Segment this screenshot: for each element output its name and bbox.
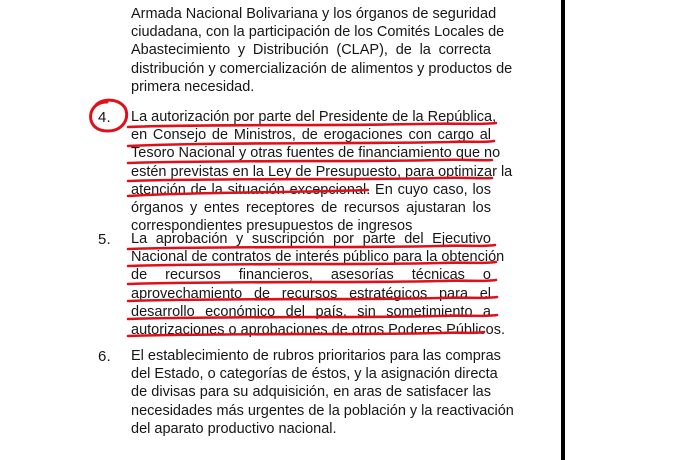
text-line: en Consejo de Ministros, de erogaciones con cargo al [131,127,491,144]
text-line: Armada Nacional Bolivariana y los órganos de seguridad [131,6,497,22]
text-line: autorizaciones o aprobaciones de otros Poderes Públicos. [131,322,506,339]
text-line: atención de la situación excepcional. En cuyo caso, los [131,181,491,198]
text-line: La aprobación y suscripción por parte del Ejecutivo [131,231,491,247]
text-line: distribución y comercialización de alimentos y productos de [131,60,513,77]
text-line: La autorización por parte del Presidente de la República, [131,109,497,125]
text-line: estén previstas en la Ley de Presupuesto, para optimizar la [131,163,513,180]
list-item-6-text [131,347,514,438]
text-line: del aparato productivo nacional. [131,420,337,437]
text-line: El establecimiento de rubros prioritarios para las compras [131,348,501,364]
list-number-4: 4. [98,109,111,126]
text-line: necesidades más urgentes de la población y la reactivación [131,402,514,419]
text-line: Tesoro Nacional y otras fuentes de financiamiento que no [131,145,501,162]
text-line: primera necesidad. [131,78,255,95]
list-item-5-text [131,230,506,339]
text-line: correspondientes presupuestos de ingresos [131,218,413,235]
text-line: órganos y entes receptores de recursos ajustaran los [131,200,491,217]
text-line: del Estado, o categorías de éstos, y la asignación directa [131,366,498,383]
text-line: desarrollo económico del país, sin sometimiento a [131,303,491,320]
text-line: de divisas para su adquisición, en aras de satisfacer las [131,384,491,401]
text-line: Abastecimiento y Distribución (CLAP), de la correcta [131,42,491,59]
list-item-4-text [131,108,513,235]
vertical-rule [561,0,565,460]
continuation-paragraph [131,5,513,96]
text-line: ciudadana, con la participación de los Comités Locales de [131,24,505,41]
text-line: aprovechamiento de recursos estratégicos para el [131,285,491,302]
text-line: de recursos financieros, asesorías técnicas o [131,267,491,284]
list-number-6: 6. [98,348,111,365]
list-number-5: 5. [98,231,111,248]
text-line: Nacional de contratos de interés público para la obtención [131,249,505,266]
